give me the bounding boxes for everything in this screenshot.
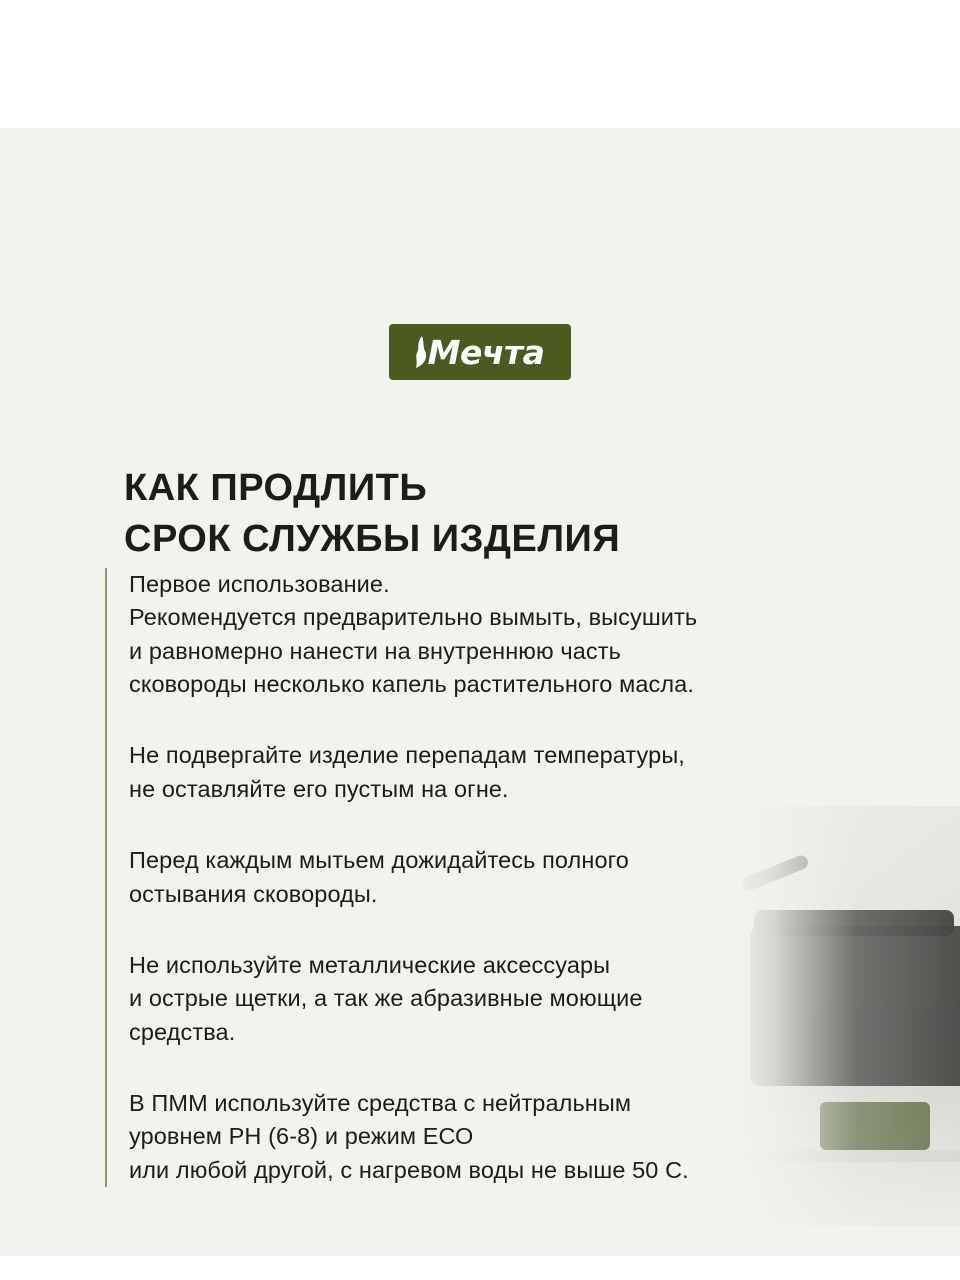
flame-icon [411, 336, 429, 368]
instruction-line: сковороды несколько капель растительного масла. [129, 671, 694, 698]
instruction-line: В ПММ используйте средства с нейтральным [129, 1089, 632, 1116]
instruction-line: или любой другой, с нагревом воды не выше 50 С. [129, 1156, 689, 1183]
instruction-first-use [129, 568, 865, 701]
instruction-temperature [129, 739, 865, 806]
instruction-cooling [129, 844, 865, 911]
instruction-line: Не подвергайте изделие перепадам температуры, [129, 742, 685, 769]
instruction-line: Первое использование. [129, 571, 390, 597]
instruction-dishwasher [129, 1087, 865, 1187]
instructions-list [105, 568, 865, 1187]
instruction-line: Не используйте металлические аксессуары [129, 951, 611, 978]
brand-logo-text: Мечта [427, 332, 545, 372]
instruction-line: и равномерно нанести на внутреннюю часть [129, 637, 621, 664]
instruction-line: не оставляйте его пустым на огне. [129, 775, 509, 802]
brand-logo [389, 324, 571, 380]
instruction-line: остывания сковороды. [129, 880, 378, 907]
page-title-line1: КАК ПРОДЛИТЬ [124, 467, 428, 510]
instruction-line: и острые щетки, а так же абразивные моющие [129, 985, 643, 1012]
content-card [0, 128, 960, 1256]
instruction-no-metal [129, 949, 865, 1049]
page-title [124, 463, 844, 563]
instruction-line: Рекомендуется предварительно вымыть, высушить [129, 604, 698, 631]
instruction-line: средства. [129, 1018, 236, 1045]
page-title-line2: СРОК СЛУЖБЫ ИЗДЕЛИЯ [124, 517, 621, 560]
instruction-line: Перед каждым мытьем дожидайтесь полного [129, 847, 629, 874]
instruction-line: уровнем РН (6-8) и режим ЕСО [129, 1123, 474, 1150]
